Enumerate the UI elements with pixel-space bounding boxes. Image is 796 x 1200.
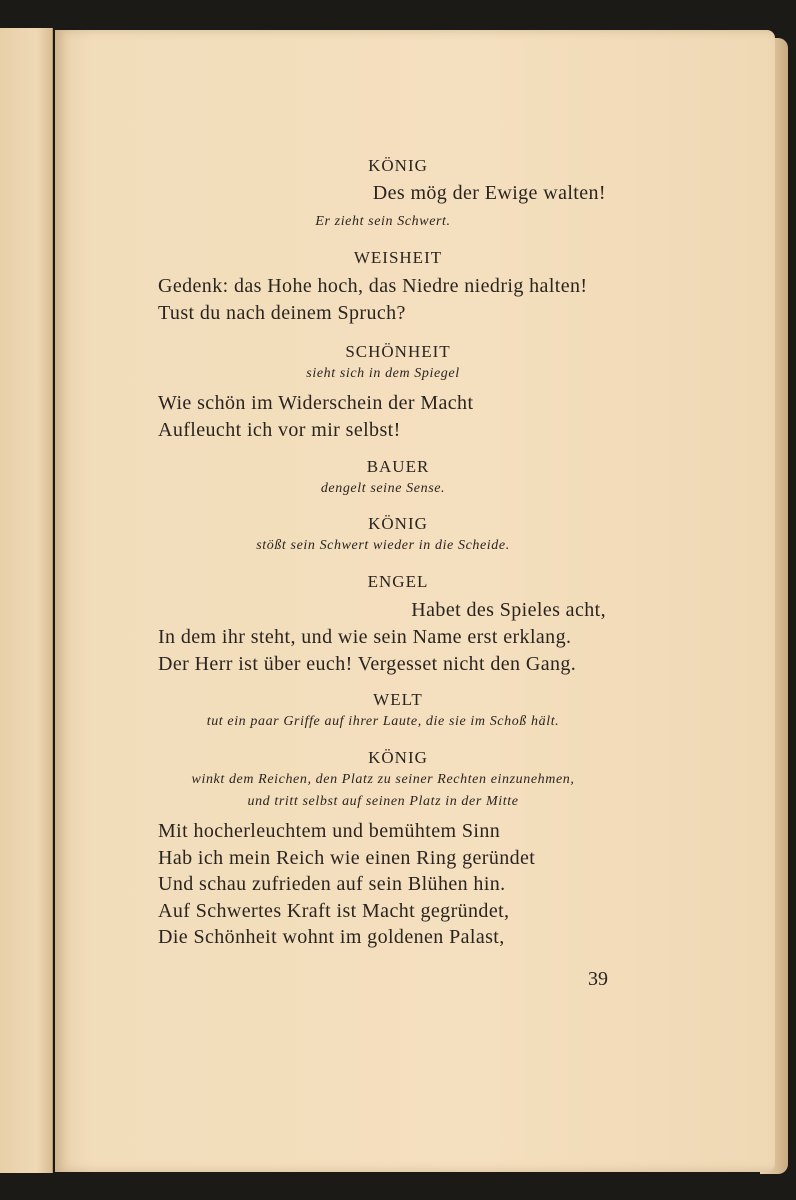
verse-line: Mit hocherleuchtem und bemühtem Sinn (158, 820, 501, 842)
stage-direction: tut ein paar Griffe auf ihrer Laute, die sie im Schoß hält. (206, 714, 560, 729)
speaker-name: WEISHEIT (353, 248, 443, 267)
previous-page-edge (0, 28, 53, 1173)
stage-direction: dengelt seine Sense. (320, 481, 446, 496)
speaker-name: ENGEL (367, 572, 429, 591)
stage-direction: und tritt selbst auf seinen Platz in der Mitte (247, 794, 519, 809)
speaker-name: WELT (373, 690, 423, 709)
stage-direction: stößt sein Schwert wieder in die Scheide. (256, 538, 510, 553)
page-number: 39 (588, 968, 608, 990)
speaker-name: KÖNIG (368, 748, 428, 767)
verse-line: Des mög der Ewige walten! (372, 182, 606, 204)
verse-line: Der Herr ist über euch! Vergesset nicht den Gang. (158, 653, 577, 675)
stage-direction: Er zieht sein Schwert. (315, 214, 451, 229)
verse-line: Aufleucht ich vor mir selbst! (158, 419, 401, 441)
verse-line: Und schau zufrieden auf sein Blühen hin. (158, 873, 506, 895)
verse-line: Habet des Spieles acht, (411, 599, 606, 621)
verse-line: Tust du nach deinem Spruch? (158, 302, 406, 324)
stage-direction: winkt dem Reichen, den Platz zu seiner Rechten einzunehmen, (191, 772, 575, 787)
verse-line: Wie schön im Widerschein der Macht (158, 392, 474, 414)
speaker-name: SCHÖNHEIT (345, 342, 451, 361)
verse-line: Auf Schwertes Kraft ist Macht gegründet, (158, 900, 510, 922)
speaker-name: KÖNIG (368, 156, 428, 175)
verse-line: Gedenk: das Hohe hoch, das Niedre niedrig halten! (158, 275, 588, 297)
stage-direction: sieht sich in dem Spiegel (306, 366, 460, 381)
speaker-name: BAUER (366, 457, 430, 476)
verse-line: Die Schönheit wohnt im goldenen Palast, (158, 926, 505, 948)
speaker-name: KÖNIG (368, 514, 428, 533)
verse-line: In dem ihr steht, und wie sein Name erst erklang. (158, 626, 572, 648)
verse-line: Hab ich mein Reich wie einen Ring geründet (158, 847, 536, 869)
